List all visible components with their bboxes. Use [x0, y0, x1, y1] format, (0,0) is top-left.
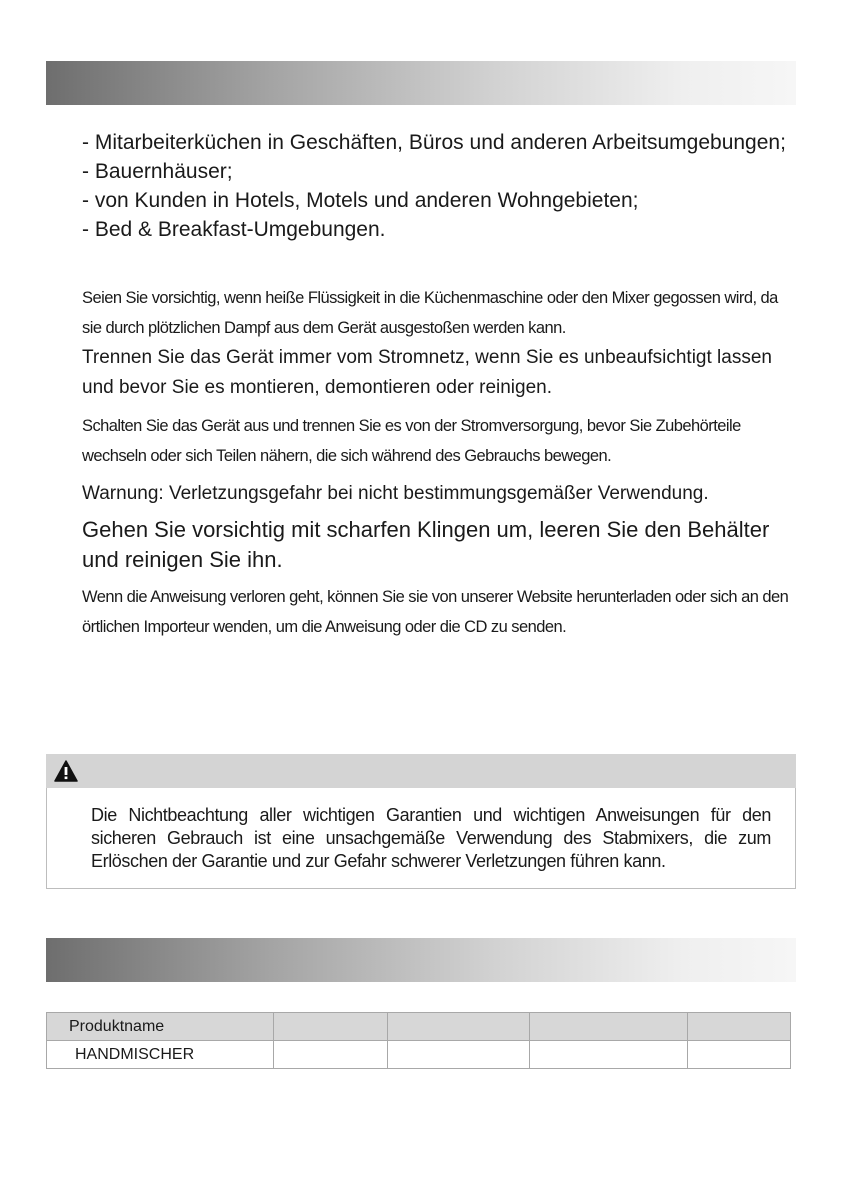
- lost-manual-paragraph: Wenn die Anweisung verloren geht, können Sie sie von unserer Website herunterladen oder sich an den örtlichen Importeur wenden, um die Anweisung oder die CD zu senden.: [82, 588, 789, 636]
- hot-liquid-paragraph: Seien Sie vorsichtig, wenn heiße Flüssigkeit in die Küchenmaschine oder den Mixer gegossen wird, da sie durch plötzlichen Dampf aus dem Gerät ausgestoßen werden kann.: [82, 289, 778, 337]
- table-header-cell: Produktname: [47, 1013, 274, 1041]
- table-cell: HANDMISCHER: [47, 1041, 274, 1069]
- product-table: [46, 1012, 791, 1069]
- warning-text: Die Nichtbeachtung aller wichtigen Garantien und wichtigen Anweisungen für den sicheren Gebrauch ist eine unsachgemäße Verwendung des Stabmixers, die zum Erlöschen der Garantie und zur Gefahr schwerer Verletzungen führen kann.: [91, 805, 771, 871]
- list-item: - Mitarbeiterküchen in Geschäften, Büros und anderen Arbeitsumgebungen;: [82, 131, 786, 154]
- table-header-cell: [274, 1013, 388, 1041]
- section-header-bar-top: [46, 61, 796, 105]
- table-row: [47, 1041, 791, 1069]
- table-cell: [388, 1041, 530, 1069]
- table-header-cell: [688, 1013, 791, 1041]
- blades-paragraph: Gehen Sie vorsichtig mit scharfen Klingen um, leeren Sie den Behälter und reinigen Sie ihn.: [82, 517, 770, 572]
- list-item: - Bed & Breakfast-Umgebungen.: [82, 218, 386, 241]
- list-item: - von Kunden in Hotels, Motels und anderen Wohngebieten;: [82, 189, 639, 212]
- table-header-cell: [530, 1013, 688, 1041]
- misuse-warning-paragraph: Warnung: Verletzungsgefahr bei nicht bestimmungsgemäßer Verwendung.: [82, 483, 709, 504]
- table-header-row: [47, 1013, 791, 1041]
- table-header-cell: [388, 1013, 530, 1041]
- section-header-bar-bottom: [46, 938, 796, 982]
- warning-triangle-icon: [54, 760, 78, 782]
- table-cell: [688, 1041, 791, 1069]
- usage-environment-list: [82, 128, 794, 244]
- list-item: - Bauernhäuser;: [82, 160, 233, 183]
- table-cell: [530, 1041, 688, 1069]
- table-cell: [274, 1041, 388, 1069]
- warning-box: [46, 788, 796, 889]
- warning-header: [46, 754, 796, 788]
- unplug-paragraph: Trennen Sie das Gerät immer vom Stromnetz, wenn Sie es unbeaufsichtigt lassen und bevor Sie es montieren, demontieren oder reinigen.: [82, 347, 772, 398]
- switch-off-paragraph: Schalten Sie das Gerät aus und trennen Sie es von der Stromversorgung, bevor Sie Zubehörteile wechseln oder sich Teilen nähern, die sich während des Gebrauchs bewegen.: [82, 417, 741, 465]
